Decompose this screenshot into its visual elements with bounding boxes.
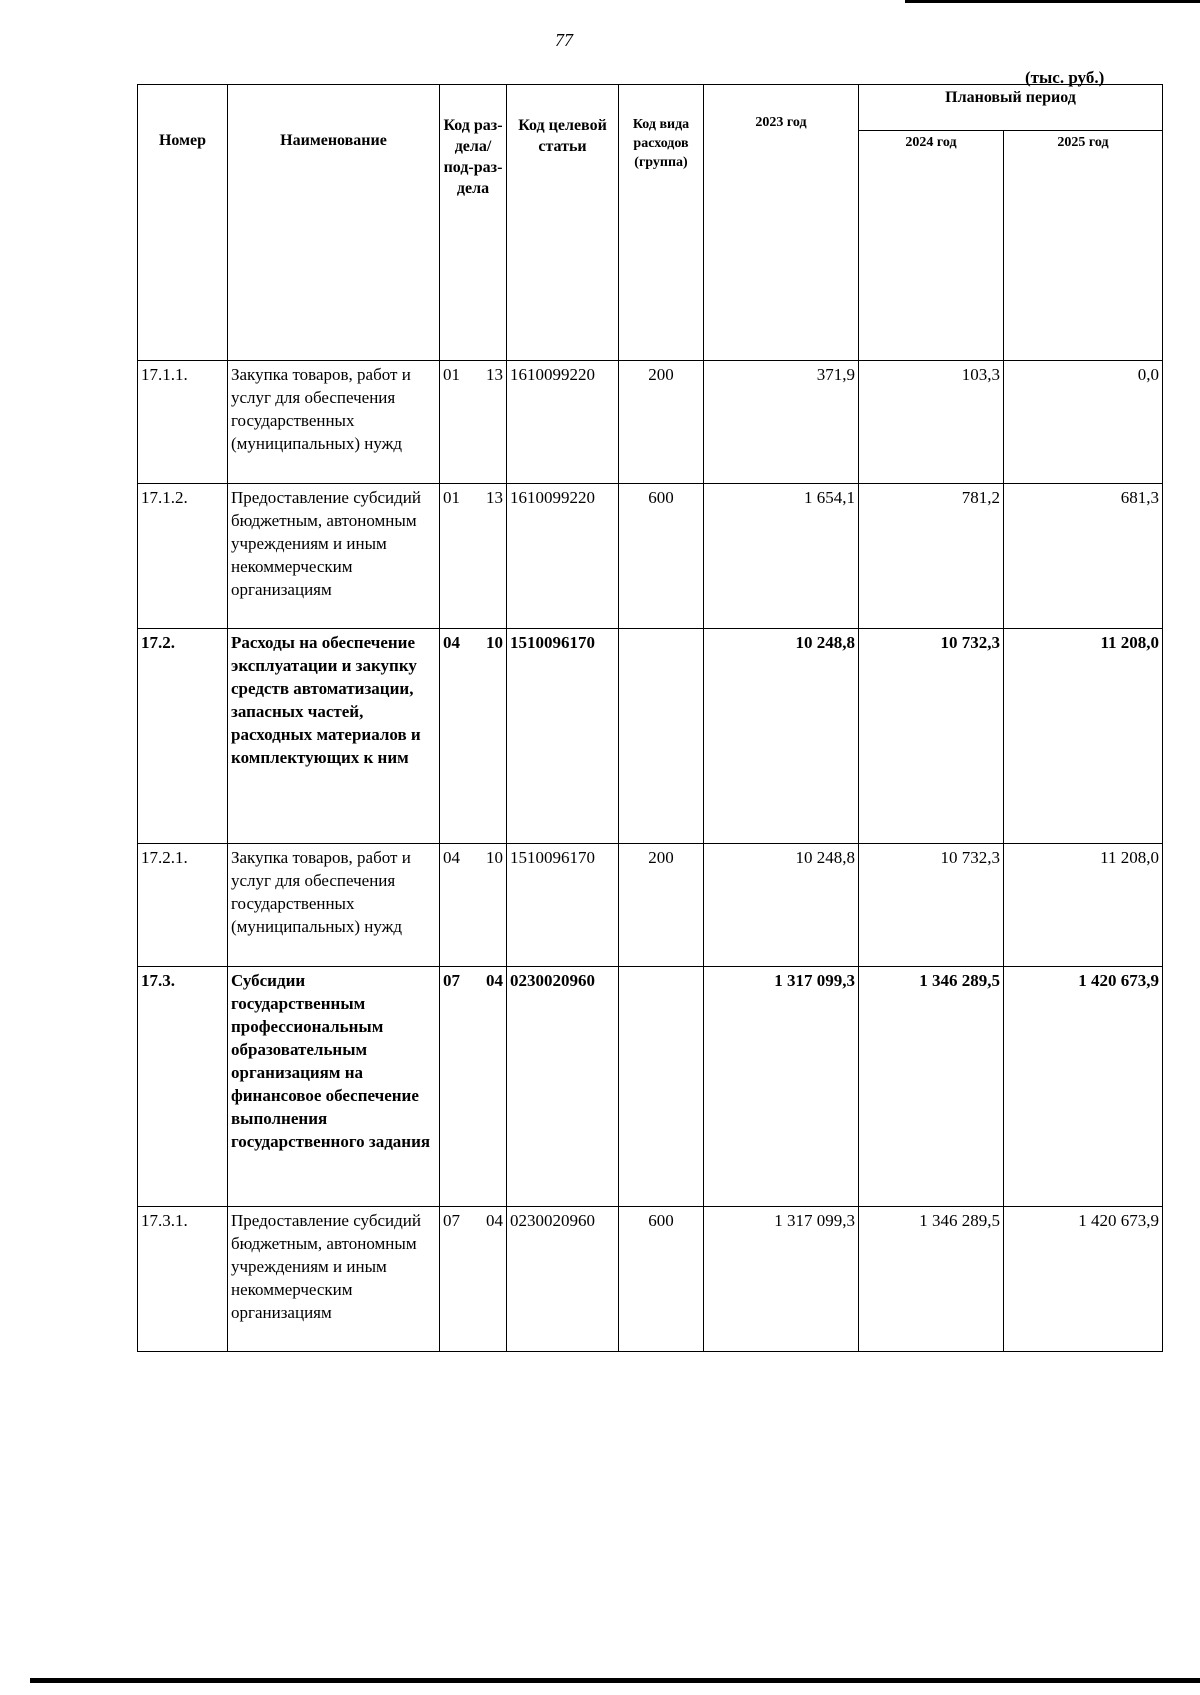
row-vid: 600	[619, 484, 704, 629]
row-2023: 1 654,1	[704, 484, 859, 629]
razdel-code: 04	[443, 633, 460, 652]
row-vid	[619, 967, 704, 1207]
row-razdel	[440, 1207, 507, 1352]
row-2025: 1 420 673,9	[1004, 1207, 1163, 1352]
row-number: 17.2.	[138, 629, 228, 844]
table-row	[138, 361, 1163, 484]
row-razdel	[440, 844, 507, 967]
row-razdel	[440, 967, 507, 1207]
row-name: Закупка товаров, работ и услуг для обеспечения государственных (муниципальных) нужд	[228, 361, 440, 484]
row-2023: 1 317 099,3	[704, 967, 859, 1207]
row-razdel	[440, 484, 507, 629]
table-header	[138, 85, 1163, 361]
row-number: 17.3.	[138, 967, 228, 1207]
row-2023: 10 248,8	[704, 629, 859, 844]
row-name: Предоставление субсидий бюджетным, автономным учреждениям и иным некоммерческим организациям	[228, 484, 440, 629]
header-name: Наименование	[228, 85, 440, 361]
page-number: 77	[555, 30, 573, 50]
table-row	[138, 967, 1163, 1207]
bottom-rule	[30, 1678, 1200, 1683]
row-target: 1510096170	[507, 844, 619, 967]
row-2025: 11 208,0	[1004, 844, 1163, 967]
header-2025: 2025 год	[1004, 131, 1163, 361]
header-planned: Плановый период	[859, 85, 1163, 131]
row-vid: 200	[619, 361, 704, 484]
row-target: 1510096170	[507, 629, 619, 844]
top-rule	[905, 0, 1200, 3]
header-2024: 2024 год	[859, 131, 1004, 361]
row-2024: 1 346 289,5	[859, 1207, 1004, 1352]
header-target: Код целевой статьи	[507, 85, 619, 361]
table-row	[138, 844, 1163, 967]
table-row	[138, 629, 1163, 844]
row-2023: 10 248,8	[704, 844, 859, 967]
podrazdel-code: 13	[486, 365, 503, 384]
row-number: 17.1.1.	[138, 361, 228, 484]
header-number: Номер	[138, 85, 228, 361]
row-razdel	[440, 361, 507, 484]
row-name: Расходы на обеспечение эксплуатации и закупку средств автоматизации, запасных частей, расходных материалов и комплектующих к ним	[228, 629, 440, 844]
podrazdel-code: 04	[486, 971, 503, 990]
row-2024: 781,2	[859, 484, 1004, 629]
podrazdel-code: 10	[486, 633, 503, 652]
units-label: (тыс. руб.)	[1025, 68, 1105, 87]
razdel-code: 04	[443, 848, 460, 867]
row-target: 1610099220	[507, 484, 619, 629]
row-2024: 103,3	[859, 361, 1004, 484]
row-name: Субсидии государственным профессиональным образовательным организациям на финансовое обеспечение выполнения государственного задания	[228, 967, 440, 1207]
row-name: Закупка товаров, работ и услуг для обеспечения государственных (муниципальных) нужд	[228, 844, 440, 967]
row-number: 17.1.2.	[138, 484, 228, 629]
row-2025: 1 420 673,9	[1004, 967, 1163, 1207]
row-target: 0230020960	[507, 967, 619, 1207]
row-name: Предоставление субсидий бюджетным, автономным учреждениям и иным некоммерческим организациям	[228, 1207, 440, 1352]
header-2023: 2023 год	[704, 85, 859, 361]
row-2025: 0,0	[1004, 361, 1163, 484]
podrazdel-code: 10	[486, 848, 503, 867]
razdel-code: 07	[443, 1211, 460, 1230]
row-razdel	[440, 629, 507, 844]
row-vid	[619, 629, 704, 844]
row-vid: 200	[619, 844, 704, 967]
row-target: 0230020960	[507, 1207, 619, 1352]
podrazdel-code: 13	[486, 488, 503, 507]
row-number: 17.2.1.	[138, 844, 228, 967]
row-2024: 10 732,3	[859, 844, 1004, 967]
razdel-code: 01	[443, 488, 460, 507]
razdel-code: 07	[443, 971, 460, 990]
row-target: 1610099220	[507, 361, 619, 484]
row-number: 17.3.1.	[138, 1207, 228, 1352]
table-row	[138, 484, 1163, 629]
row-2024: 1 346 289,5	[859, 967, 1004, 1207]
razdel-code: 01	[443, 365, 460, 384]
row-2025: 11 208,0	[1004, 629, 1163, 844]
row-2025: 681,3	[1004, 484, 1163, 629]
row-vid: 600	[619, 1207, 704, 1352]
podrazdel-code: 04	[486, 1211, 503, 1230]
row-2023: 371,9	[704, 361, 859, 484]
row-2023: 1 317 099,3	[704, 1207, 859, 1352]
row-2024: 10 732,3	[859, 629, 1004, 844]
budget-table	[137, 84, 1163, 1352]
table-row	[138, 1207, 1163, 1352]
header-vid: Код вида расходов (группа)	[619, 85, 704, 361]
header-razdel: Код раз-дела/ под-раз-дела	[440, 85, 507, 361]
table-body	[138, 361, 1163, 1352]
